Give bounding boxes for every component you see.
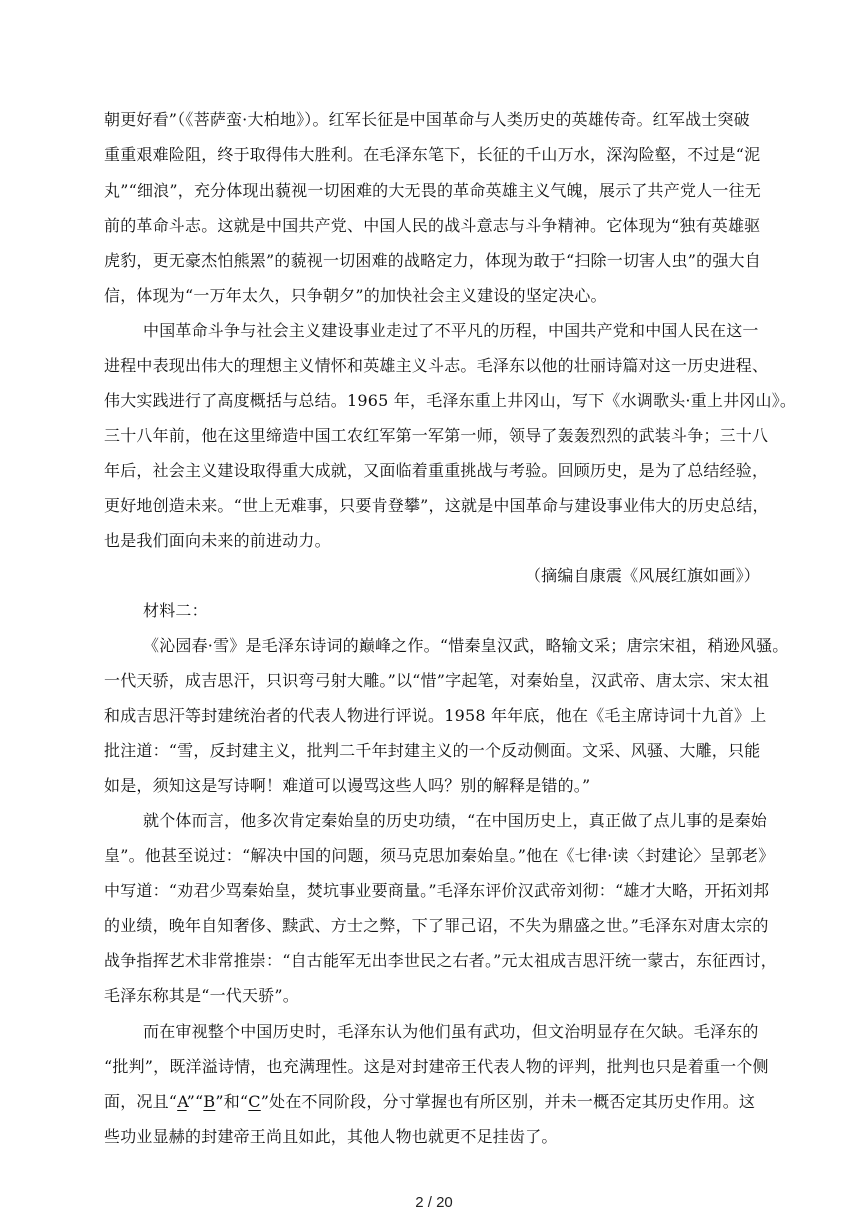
text-line: 的业绩，晚年自知奢侈、黩武、方士之弊，下了罪己诏，不失为鼎盛之世。”毛泽东对唐太宗的	[104, 916, 769, 935]
text-segment: ”和“	[215, 1092, 249, 1111]
text-segment: ”“	[186, 1092, 204, 1111]
text-line: 而在审视整个中国历史时，毛泽东认为他们虽有武功，但文治明显存在欠缺。毛泽东的	[143, 1022, 759, 1041]
text-line: 重重艰难险阻，终于取得伟大胜利。在毛泽东笔下，长征的千山万水，深沟险壑，不过是“泥	[104, 145, 761, 164]
text-line: 更好地创造未来。“世上无难事，只要肯登攀”，这就是中国革命与建设事业伟大的历史总结，	[104, 496, 769, 515]
text-line: 伟大实践进行了高度概括与总结。1965 年，毛泽东重上井冈山，写下《水调歌头·重上井冈山》。	[104, 391, 797, 410]
text-line: 就个体而言，他多次肯定秦始皇的历史功绩，“在中国历史上，真正做了点儿事的是秦始	[143, 811, 767, 830]
text-line: 一代天骄，成吉思汗，只识弯弓射大雕。”以“惜”字起笔，对秦始皇，汉武帝、唐太宗、宋太祖	[104, 671, 770, 690]
text-line: 如是，须知这是写诗啊！难道可以谩骂这些人吗？别的解释是错的。”	[104, 776, 591, 795]
text-line: 战争指挥艺术非常推崇：“自古能军无出李世民之右者。”元太祖成吉思汗统一蒙古，东征西讨，	[104, 951, 777, 970]
text-line: 年后，社会主义建设取得重大成就，又面临着重重挑战与考验。回顾历史，是为了总结经验，	[104, 461, 769, 480]
text-line: 进程中表现出伟大的理想主义情怀和英雄主义斗志。毛泽东以他的壮丽诗篇对这一历史进程、	[104, 356, 769, 375]
text-segment: ”处在不同阶段，分寸掌握也有所区别，并未一概否定其历史作用。这	[260, 1092, 756, 1111]
text-line: 中写道：“劝君少骂秦始皇，焚坑事业要商量。”毛泽东评价汉武帝刘彻：“雄才大略，开拓刘邦	[104, 881, 770, 900]
blank-b: B	[203, 1092, 216, 1111]
text-line-with-blanks	[104, 1092, 755, 1112]
text-line: 《沁园春·雪》是毛泽东诗词的巅峰之作。“惜秦皇汉武，略输文采；唐宗宋祖，稍逊风骚。	[143, 636, 789, 655]
text-line: 批注道：“雪，反封建主义，批判二千年封建主义的一个反动侧面。文采、风骚、大雕，只能	[104, 741, 761, 760]
text-line: 和成吉思汗等封建统治者的代表人物进行评说。1958 年年底，他在《毛主席诗词十九首》上	[104, 706, 767, 725]
text-line: 毛泽东称其是“一代天骄”。	[104, 986, 299, 1005]
text-line: “批判”，既洋溢诗情，也充满理性。这是对封建帝王代表人物的评判，批判也只是着重一个侧	[104, 1057, 769, 1076]
text-line: 虎豹，更无豪杰怕熊罴”的藐视一切困难的战略定力，体现为敢于“扫除一切害人虫”的强大自	[104, 251, 761, 270]
blank-a: A	[177, 1092, 187, 1111]
text-line: 也是我们面向未来的前进动力。	[104, 531, 331, 550]
text-line: 信，体现为“一万年太久，只争朝夕”的加快社会主义建设的坚定决心。	[104, 286, 607, 305]
blank-c: C	[248, 1092, 261, 1111]
text-line: 三十八年前，他在这里缔造中国工农红军第一军第一师，领导了轰轰烈烈的武装斗争；三十八	[104, 426, 769, 445]
text-line: 朝更好看”（《菩萨蛮·大柏地》）。红军长征是中国革命与人类历史的英雄传奇。红军战士突破	[104, 110, 750, 129]
text-line: 皇”。他甚至说过：“解决中国的问题，须马克思加秦始皇。”他在《七律·读〈封建论〉呈郭老》	[104, 846, 775, 865]
text-line: 中国革命斗争与社会主义建设事业走过了不平凡的历程，中国共产党和中国人民在这一	[143, 321, 759, 340]
text-line: 些功业显赫的封建帝王尚且如此，其他人物也就更不足挂齿了。	[104, 1127, 558, 1146]
section-heading: 材料二：	[143, 601, 208, 620]
text-segment: 面，况且“	[104, 1092, 178, 1111]
page-number: 2 / 20	[415, 1194, 453, 1211]
text-line: 丸”“细浪”，充分体现出藐视一切困难的大无畏的革命英雄主义气魄，展示了共产党人一往无	[104, 181, 761, 200]
source-citation: （摘编自康震《风展红旗如画》）	[524, 566, 760, 585]
text-line: 前的革命斗志。这就是中国共产党、中国人民的战斗意志与斗争精神。它体现为“独有英雄驱	[104, 216, 761, 235]
